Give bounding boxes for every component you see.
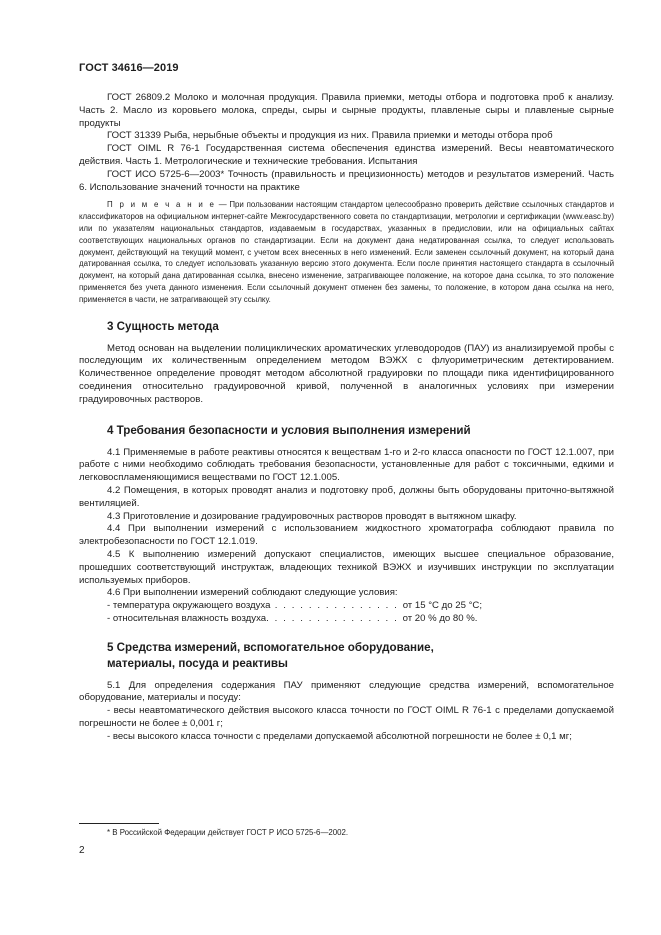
ref-gost-31339: ГОСТ 31339 Рыба, нерыбные объекты и продукция из них. Правила приемки и методы отбора проб	[107, 130, 553, 142]
section-5-heading-line2: материалы, посуда и реактивы	[107, 656, 288, 670]
item-4-4: 4.4 При выполнении измерений с использованием жидкостного хроматографа соблюдают правила по электробезопасности по ГОСТ 12.1.019.	[79, 523, 614, 548]
section-3-heading: 3 Сущность метода	[107, 319, 219, 333]
condition-temperature-dots: . . . . . . . . . . . . . . .	[270, 600, 403, 612]
page-content	[79, 92, 614, 744]
section-5-heading-line1: 5 Средства измерений, вспомогательное оборудование,	[107, 640, 434, 654]
item-4-5: 4.5 К выполнению измерений допускают специалистов, имеющих высшее специальное образование, прошедших соответствующий инструктаж, владеющих техникой ВЭЖХ и изучивших инструкции по эксплуатации используемых приборов.	[79, 548, 614, 586]
page-number: 2	[79, 845, 85, 856]
ref-gost-26809-2: ГОСТ 26809.2 Молоко и молочная продукция. Правила приемки, методы отбора и подготовка проб к анализу. Часть 2. Масло из коровьего молока, спреды, сыры и сырные продукты, плавленые сыры и плавленые сырные продукты	[79, 92, 614, 129]
item-4-3: 4.3 Приготовление и дозирование градуировочных растворов проводят в вытяжном шкафу.	[107, 510, 517, 522]
item-4-1: 4.1 Применяемые в работе реактивы относятся к веществам 1-го и 2-го класса опасности по ГОСТ 12.1.007, при работе с ними необходимо соблюдать требования безопасности, установленные для работ с токсичными, едкими и легковоспламеняющимися веществами по ГОСТ 12.1.005.	[79, 446, 614, 484]
item-4-2: 4.2 Помещения, в которых проводят анализ и подготовку проб, должны быть оборудованы приточно-вытяжной вентиляцией.	[79, 484, 614, 509]
document-header: ГОСТ 34616—2019	[79, 62, 179, 74]
footnote: * В Российской Федерации действует ГОСТ Р ИСО 5725-6—2002.	[107, 828, 349, 837]
condition-humidity-label: - относительная влажность воздуха	[107, 612, 267, 624]
list-item-scales-2: - весы высокого класса точности с пределами допускаемой абсолютной погрешности не более ± 0,1 мг;	[107, 730, 572, 742]
condition-temperature-label: - температура окружающего воздуха	[107, 600, 271, 612]
condition-temperature-value: от 15 °C до 25 °C;	[402, 600, 483, 612]
section-4-heading: 4 Требования безопасности и условия выполнения измерений	[107, 423, 471, 437]
note-paragraph	[79, 199, 614, 305]
footnote-divider	[79, 823, 159, 824]
item-5-1: 5.1 Для определения содержания ПАУ применяют следующие средства измерений, вспомогательное оборудование, материалы и посуду:	[79, 679, 614, 704]
list-item-scales-1: - весы неавтоматического действия высокого класса точности по ГОСТ OIML R 76-1 с пределами допускаемой погрешности не более ± 0,001 г;	[79, 705, 614, 730]
section-5-heading	[79, 640, 614, 672]
condition-humidity-dots: . . . . . . . . . . . . . . . .	[266, 612, 403, 624]
condition-humidity-value: от 20 % до 80 %.	[402, 612, 478, 624]
ref-gost-iso-5725-6: ГОСТ ИСО 5725-6—2003* Точность (правильность и прецизионность) методов и результатов измерений. Часть 6. Использование значений точности на практике	[79, 168, 614, 193]
note-text: — При пользовании настоящим стандартом целесообразно проверить действие ссылочных стандартов и классификаторов на официальном интернет-сайте Межгосударственного совета по стандартизации, метрологии и сертификации (www.easc.by) или по указателям национальных стандартов, издаваемым в государствах, указанных в предисловии, или на официальных сайтах соответствующих национальных органов по стандартизации. Если на документ дана недатированная ссылка, то следует использовать документ, действующий на текущий момент, с учетом всех внесенных в него изменений. Если заменен ссылочный документ, на который дана датированная ссылка, то следует использовать указанную версию этого документа. Если после принятия настоящего стандарта в ссылочный документ, на который дана датированная ссылка, внесено изменение, затрагивающее положение, на которое дана ссылка, то это положение применяется без учета данного изменения. Если ссылочный документ отменен без замены, то положение, в котором дана ссылка на него, применяется в части, не затрагивающей эту ссылку.	[79, 200, 614, 304]
section-3-text: Метод основан на выделении полициклических ароматических углеводородов (ПАУ) из анализируемой пробы с последующим их количественным определением методом ВЭЖХ с флуориметрическим детектированием. Количественное определение проводят методом абсолютной градуировки по площади пика идентифицированного соединения относительно градуировочной кривой, полученной в аналогичных условиях при измерении градуировочных растворов.	[79, 342, 614, 405]
item-4-6: 4.6 При выполнении измерений соблюдают следующие условия:	[107, 587, 398, 599]
note-label: П р и м е ч а н и е	[107, 200, 216, 210]
condition-humidity	[79, 613, 614, 626]
condition-temperature	[79, 600, 614, 613]
ref-gost-oiml-r76-1: ГОСТ OIML R 76-1 Государственная система обеспечения единства измерений. Весы неавтоматического действия. Часть 1. Метрологические и технические требования. Испытания	[79, 143, 614, 167]
